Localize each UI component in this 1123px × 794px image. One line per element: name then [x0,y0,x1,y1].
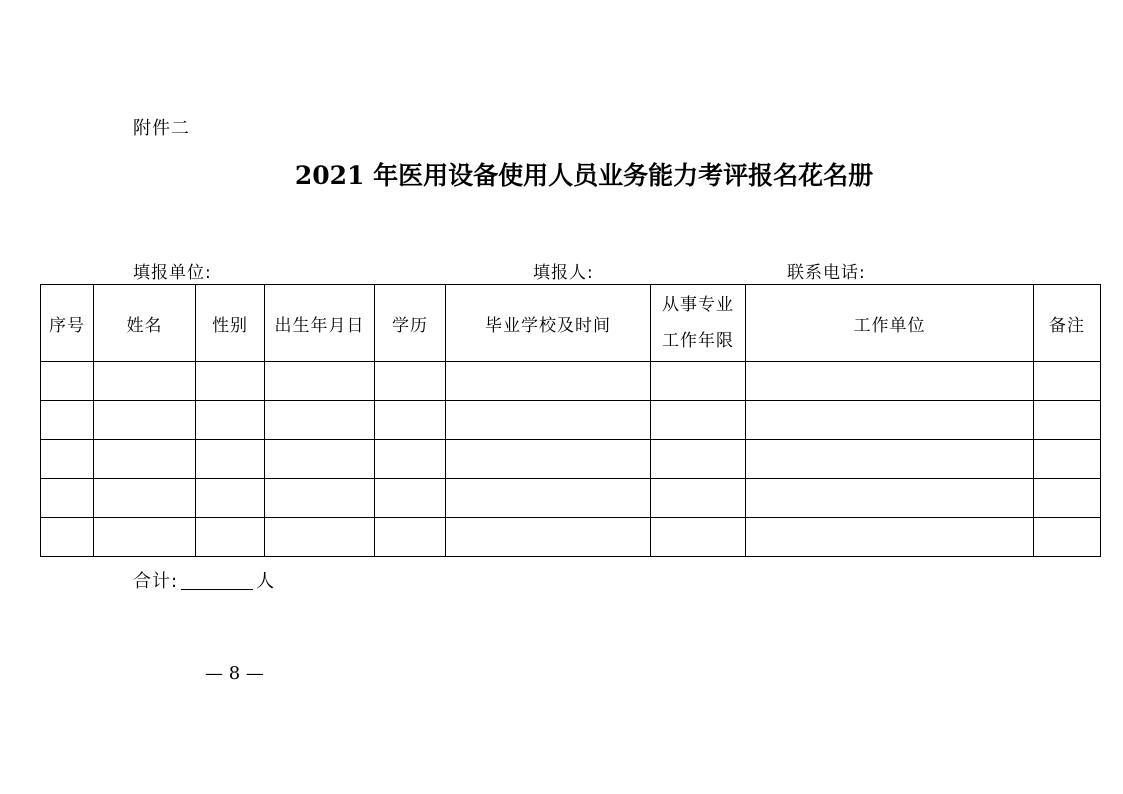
table-cell[interactable] [375,401,446,440]
table-cell[interactable] [265,440,375,479]
table-cell[interactable] [746,479,1034,518]
header-serial-no: 序号 [41,285,94,362]
table-cell[interactable] [265,518,375,557]
table-cell[interactable] [196,518,265,557]
header-birth-date: 出生年月日 [265,285,375,362]
table-cell[interactable] [41,518,94,557]
table-cell[interactable] [746,401,1034,440]
table-cell[interactable] [1034,518,1101,557]
table-cell[interactable] [196,479,265,518]
table-cell[interactable] [196,401,265,440]
header-school-and-time: 毕业学校及时间 [446,285,651,362]
contact-phone-label: 联系电话: [787,263,866,283]
table-row [41,401,1101,440]
total-blank-field [181,569,253,590]
total-unit: 人 [256,571,276,592]
table-cell[interactable] [265,362,375,401]
table-cell[interactable] [94,401,196,440]
table-cell[interactable] [1034,401,1101,440]
table-cell[interactable] [651,401,746,440]
table-cell[interactable] [651,518,746,557]
table-cell[interactable] [446,401,651,440]
document-title: 2021 年医用设备使用人员业务能力考评报名花名册 [294,161,874,190]
table-cell[interactable] [1034,362,1101,401]
total-line [133,567,275,593]
table-cell[interactable] [94,362,196,401]
table-cell[interactable] [94,479,196,518]
reporter-label: 填报人: [533,263,594,283]
table-cell[interactable] [375,362,446,401]
table-cell[interactable] [446,440,651,479]
table-row [41,518,1101,557]
table-cell[interactable] [196,362,265,401]
table-row [41,479,1101,518]
table-cell[interactable] [94,518,196,557]
table-cell[interactable] [651,362,746,401]
table-header-row [41,285,1101,362]
table-cell[interactable] [265,401,375,440]
table-cell[interactable] [746,362,1034,401]
table-cell[interactable] [746,440,1034,479]
table-cell[interactable] [375,440,446,479]
header-name: 姓名 [94,285,196,362]
total-label: 合计: [133,571,179,592]
table-cell[interactable] [196,440,265,479]
reporting-unit-label: 填报单位: [133,263,212,283]
table-cell[interactable] [446,518,651,557]
table-cell[interactable] [94,440,196,479]
table-cell[interactable] [41,401,94,440]
header-professional-years-line2: 工作年限 [662,331,734,351]
table-row [41,362,1101,401]
header-professional-years-line1: 从事专业 [662,295,734,315]
header-gender: 性别 [196,285,265,362]
table-cell[interactable] [1034,479,1101,518]
table-cell[interactable] [265,479,375,518]
table-cell[interactable] [446,362,651,401]
table-cell[interactable] [1034,440,1101,479]
header-education: 学历 [375,285,446,362]
header-remarks: 备注 [1034,285,1101,362]
table-cell[interactable] [41,440,94,479]
table-row [41,440,1101,479]
table-cell[interactable] [746,518,1034,557]
header-work-unit: 工作单位 [746,285,1034,362]
table-cell[interactable] [651,440,746,479]
table-cell[interactable] [375,479,446,518]
registration-table [40,284,1101,557]
table-cell[interactable] [375,518,446,557]
table-cell[interactable] [41,362,94,401]
header-professional-years [651,285,746,362]
attachment-label: 附件二 [133,118,190,139]
table-cell[interactable] [446,479,651,518]
page-number: — 8 — [205,663,264,684]
table-cell[interactable] [41,479,94,518]
table-cell[interactable] [651,479,746,518]
